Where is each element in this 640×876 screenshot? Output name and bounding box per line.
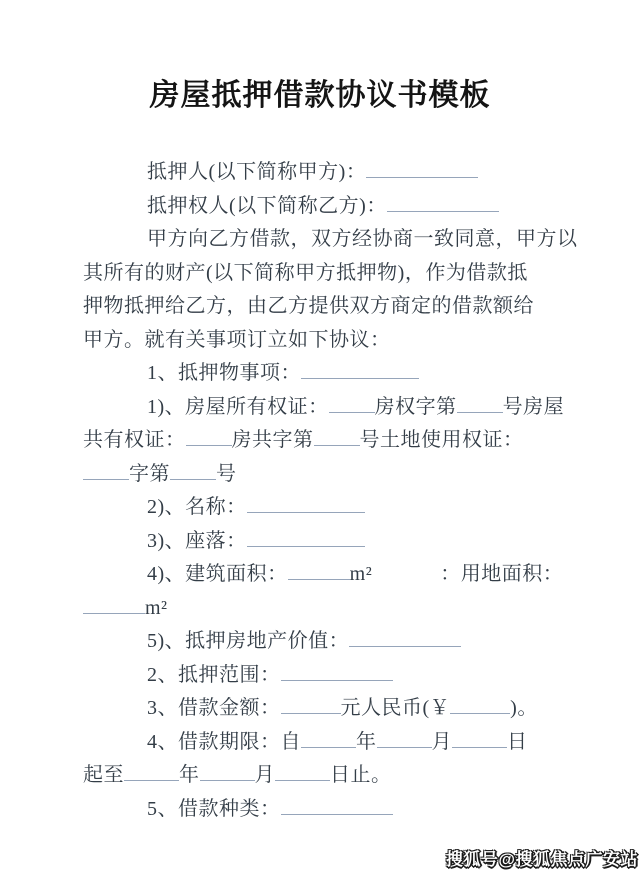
line-item-1-1b [83,424,620,458]
line-preamble-3 [83,290,620,324]
line-item-1 [83,357,620,391]
line-item-5 [83,793,620,827]
text-run: 共有权证： [83,429,186,451]
blank-field [247,493,365,513]
blank-field [83,594,145,614]
blank-field [366,158,478,178]
text-run: 抵押权人(以下简称乙方)： [147,194,387,217]
text-run: ：用地面积： [440,563,564,585]
text-run: 元人民币(￥ [340,697,451,719]
line-item-1-2 [83,491,620,525]
blank-field [281,694,341,714]
text-run: 3、借款金额： [147,697,281,719]
blank-field [314,426,360,446]
spacer [372,579,440,580]
text-run: 抵押人(以下简称甲方)： [147,161,367,183]
text-run: 日止。 [330,764,392,786]
text-run: 3)、座落： [147,529,247,552]
blank-field [452,728,507,748]
text-run: 2)、名称： [147,496,247,518]
text-run: 月 [431,730,452,753]
document-title: 房屋抵押借款协议书模板 [149,79,491,112]
text-run: 4)、建筑面积： [147,563,288,585]
line-item-1-4b [83,592,620,626]
line-item-1-1c [83,458,620,492]
blank-field [301,359,419,379]
line-preamble-1 [83,223,620,257]
text-run: 5)、抵押房地产价值： [147,630,350,652]
blank-field [124,761,179,781]
line-mortgagor [83,156,620,190]
text-run: 年 [356,730,377,753]
document-body [83,156,620,826]
line-preamble-4 [83,324,620,358]
line-item-1-5 [83,625,620,659]
line-item-4b [83,759,620,793]
blank-field [247,527,365,547]
text-run: 号土地使用权证： [359,429,524,451]
watermark-sohu-badge: 搜狐号@搜狐焦点广安站 [445,850,638,869]
text-run: 日 [507,730,528,753]
text-run: 月 [254,764,275,786]
blank-field [83,460,129,480]
line-preamble-2 [83,257,620,291]
text-run: 押物抵押给乙方，由乙方提供双方商定的借款额给 [83,295,534,317]
text-run: 其所有的财产(以下简称甲方抵押物)，作为借款抵 [83,261,528,284]
line-item-2 [83,659,620,693]
blank-field [301,728,356,748]
blank-field [200,761,255,781]
text-run: 房共字第 [231,429,314,451]
text-run: 2、抵押范围： [147,663,281,686]
blank-field [186,426,232,446]
line-item-3 [83,692,620,726]
line-item-1-4a [83,558,620,592]
line-item-4a [83,726,620,760]
blank-field [349,627,461,647]
text-run: 房权字第 [374,395,457,418]
text-run: 4、借款期限：自 [147,730,301,753]
blank-field [329,393,375,413]
text-run: m² [349,563,373,585]
text-run: m² [145,596,168,619]
blank-field [170,460,216,480]
line-item-1-3 [83,525,620,559]
text-run: 起至 [83,764,124,786]
line-mortgagee [83,190,620,224]
line-item-1-1a [83,391,620,425]
blank-field [281,661,393,681]
text-run: )。 [510,697,538,719]
text-run: 1)、房屋所有权证： [147,395,329,418]
text-run: 号房屋 [502,395,565,418]
text-run: 字第 [129,462,170,485]
blank-field [288,560,350,580]
text-run: 号 [216,462,237,485]
blank-field [457,393,503,413]
text-run: 5、借款种类： [147,797,281,820]
blank-field [387,192,499,212]
text-run: 年 [179,764,200,786]
text-run: 甲方。就有关事项订立如下协议： [83,328,391,351]
text-run: 1、抵押物事项： [147,362,301,384]
text-run: 甲方向乙方借款，双方经协商一致同意，甲方以 [147,228,578,250]
blank-field [450,694,510,714]
blank-field [275,761,330,781]
blank-field [377,728,432,748]
blank-field [281,795,393,815]
